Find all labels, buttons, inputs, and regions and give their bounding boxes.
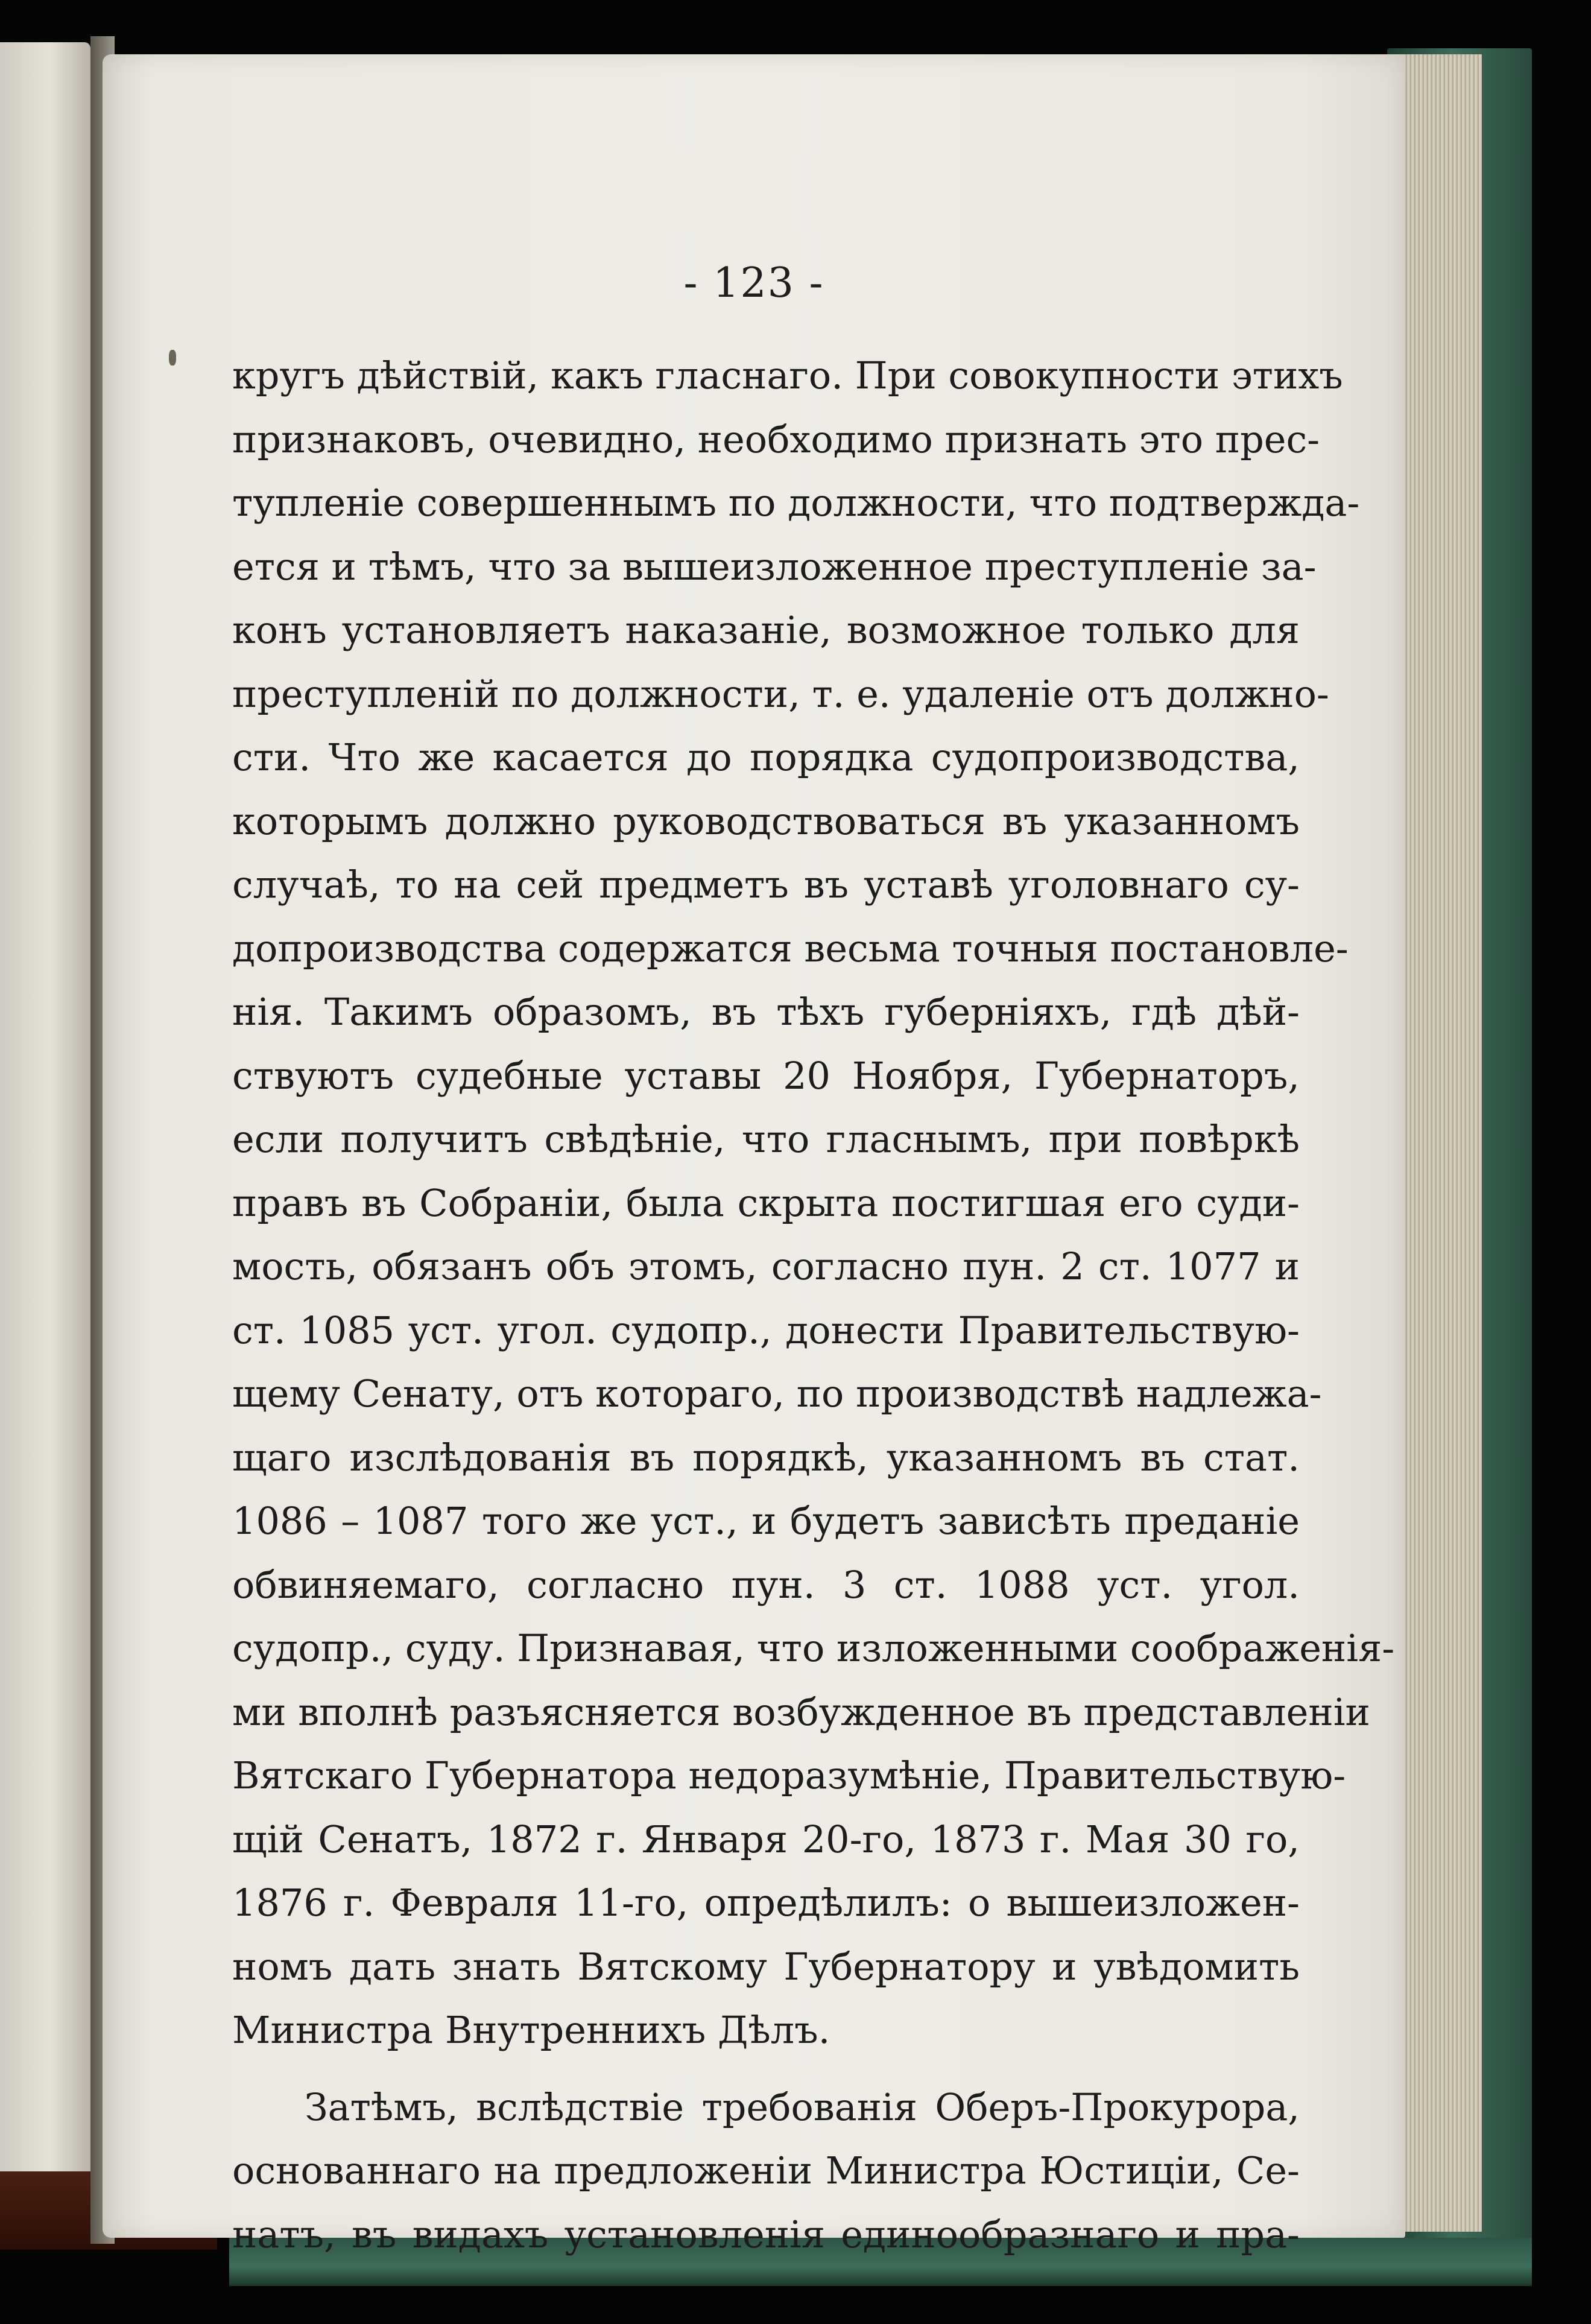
page-number: - 123 -	[683, 259, 824, 307]
text-line: Вятскаго Губернатора недоразумѣніе, Правительствую-	[232, 1753, 1346, 1797]
book-page	[103, 54, 1405, 2256]
text-line: 1876 г. Февраля 11-го, опредѣлилъ: о вышеизложен-	[232, 1881, 1300, 1925]
text-line: признаковъ, очевидно, необходимо признать это прес-	[232, 417, 1320, 461]
text-line: случаѣ, то на сей предметъ въ уставѣ уголовнаго су-	[232, 863, 1300, 907]
facing-page	[0, 42, 90, 2226]
text-line: нія. Такимъ образомъ, въ тѣхъ губерніяхъ, гдѣ дѣй-	[232, 990, 1300, 1034]
page-text	[232, 344, 1395, 2266]
page-mark	[169, 350, 176, 366]
text-line: ется и тѣмъ, что за вышеизложенное преступленіе за-	[232, 544, 1317, 589]
text-line: ствуютъ судебные уставы 20 Ноября, Губернаторъ,	[232, 1053, 1300, 1098]
text-line: если получитъ свѣдѣніе, что гласнымъ, при повѣркѣ	[232, 1117, 1300, 1161]
text-line: кругъ дѣйствій, какъ гласнаго. При совокупности этихъ	[232, 353, 1343, 397]
text-line: номъ дать знать Вятскому Губернатору и увѣдомить	[232, 1944, 1300, 1989]
paragraph-gap	[232, 2062, 1300, 2075]
text-line: сти. Что же касается до порядка судопроизводства,	[232, 735, 1300, 779]
text-line: щаго изслѣдованія въ порядкѣ, указанномъ въ стат.	[232, 1435, 1300, 1480]
text-line: Министра Внутреннихъ Дѣлъ.	[232, 2008, 830, 2052]
text-line: преступленій по должности, т. е. удаленіе отъ должно-	[232, 671, 1329, 716]
text-line: 1086 – 1087 того же уст., и будетъ зависѣть преданіе	[232, 1499, 1300, 1543]
text-line: обвиняемаго, согласно пун. 3 ст. 1088 уст. угол.	[232, 1562, 1300, 1607]
text-line: которымъ должно руководствоваться въ указанномъ	[232, 799, 1300, 843]
text-line: ми вполнѣ разъясняется возбужденное въ представленіи	[232, 1689, 1370, 1734]
text-line: ст. 1085 уст. угол. судопр., донести Правительствую-	[232, 1308, 1300, 1352]
text-line: натъ, въ видахъ установленія единообразнаго и пра-	[232, 2212, 1300, 2256]
text-line: щему Сенату, отъ котораго, по производствѣ надлежа-	[232, 1372, 1322, 1416]
text-line: конъ установляетъ наказаніе, возможное только для	[232, 608, 1300, 652]
text-line: допроизводства содержатся весьма точныя постановле-	[232, 926, 1349, 970]
text-line: мость, обязанъ объ этомъ, согласно пун. 2 ст. 1077 и	[232, 1244, 1300, 1288]
text-line: основаннаго на предложеніи Министра Юстиціи, Се-	[232, 2148, 1300, 2193]
text-line: щій Сенатъ, 1872 г. Января 20-го, 1873 г. Мая 30 го,	[232, 1817, 1300, 1861]
text-line: правъ въ Собраніи, была скрыта постигшая его суди-	[232, 1180, 1300, 1225]
text-line: судопр., суду. Признавая, что изложенными соображенія-	[232, 1626, 1395, 1670]
text-line: тупленіе совершеннымъ по должности, что подтвержда-	[232, 481, 1360, 525]
page-edges	[1402, 54, 1482, 2232]
text-line: Затѣмъ, вслѣдствіе требованія Оберъ-Прокурора,	[305, 2085, 1300, 2129]
